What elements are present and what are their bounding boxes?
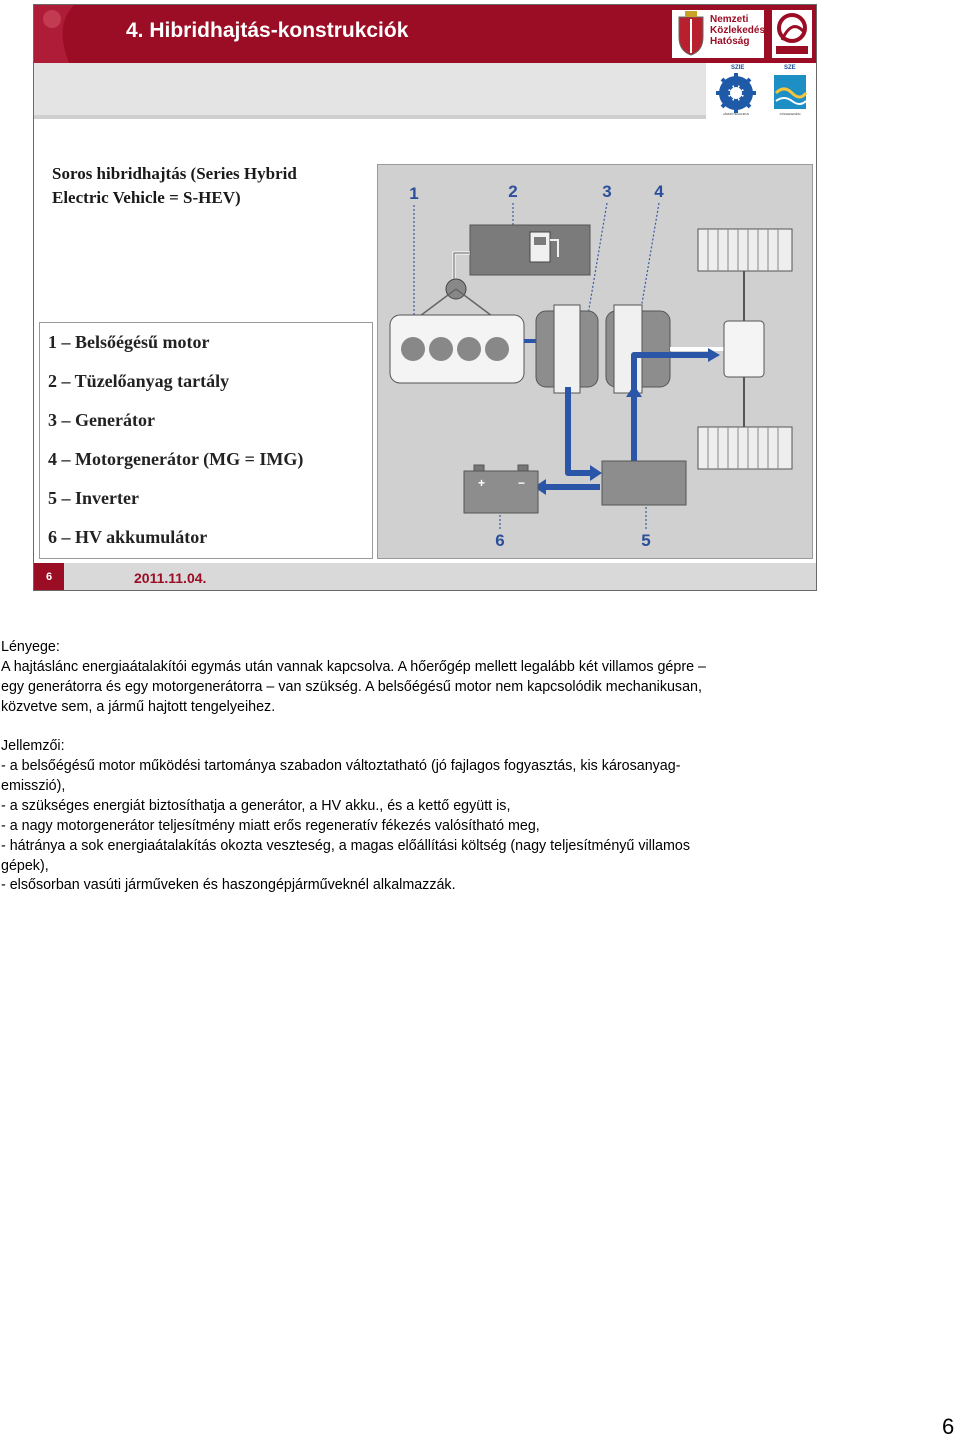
legend-item: 6 – HV akkumulátor (48, 527, 208, 547)
gear-logo-icon (716, 73, 756, 117)
lenyege-label: Lényege: (1, 639, 60, 655)
motor-generator-icon (606, 305, 670, 393)
list-item: gépek), (1, 858, 49, 874)
svg-text:+: + (478, 476, 486, 490)
legend-item: 1 – Belsőégésű motor (48, 332, 210, 352)
wheel-icon (698, 427, 792, 469)
coat-of-arms-icon (674, 11, 708, 57)
slide (33, 4, 817, 591)
legend-item: 3 – Generátor (48, 410, 155, 430)
paragraph-line: A hajtáslánc energiaátalakítói egymás után vannak kapcsolva. A hőerőgép mellett legalább két villamos gépre – (1, 659, 706, 675)
diagram-number-1: 1 (409, 184, 419, 203)
slide-number: 6 (34, 563, 64, 591)
diagram-number-2: 2 (508, 182, 518, 201)
series-hybrid-diagram (377, 164, 813, 559)
diagram-number-6: 6 (495, 531, 505, 550)
list-item: - a szükséges energiát biztosíthatja a generátor, a HV akku., és a kettő együtt is, (1, 798, 511, 814)
fuel-tank-icon (470, 225, 590, 275)
list-item: - elsősorban vasúti járműveken és haszongépjárműveknél alkalmazzák. (1, 877, 456, 893)
university-logos: SZIE JÁRMŰTECHNIKAI SZE KÖZLEKEDÉSI (714, 63, 817, 123)
engine-icon (390, 315, 524, 383)
jellemzoi-label: Jellemzői: (1, 738, 65, 754)
diagram-number-5: 5 (641, 531, 651, 550)
svg-text:KÖZLEKEDÉSI: KÖZLEKEDÉSI (779, 112, 801, 116)
slide-heading: Soros hibridhajtás (Series Hybrid Electric Vehicle = S-HEV) (52, 164, 297, 207)
list-item: - a nagy motorgenerátor teljesítmény miatt erős regeneratív fékezés valósítható meg, (1, 818, 540, 834)
legend-item: 2 – Tüzelőanyag tartály (48, 371, 230, 391)
list-item: - a belsőégésű motor működési tartománya szabadon változtatható (jó fajlagos fogyasztás, kis károsanyag- (1, 758, 681, 774)
slide-footer (34, 563, 817, 591)
list-item: emisszió), (1, 778, 66, 794)
diagram-number-3: 3 (602, 182, 612, 201)
wheel-icon (698, 229, 792, 271)
svg-text:−: − (518, 476, 526, 490)
bme-emblem-icon (772, 10, 812, 58)
legend-item: 5 – Inverter (48, 488, 139, 508)
diagram-number-4: 4 (654, 182, 664, 201)
legend-box (39, 322, 373, 559)
legend-item: 4 – Motorgenerátor (MG = IMG) (48, 449, 304, 469)
paragraph-line: közvetve sem, a jármű hajtott tengelyeihez. (1, 699, 276, 715)
generator-icon (536, 305, 598, 393)
battery-icon (464, 465, 538, 513)
paragraph-line: egy generátorra és egy motorgenerátorra – van szükség. A belsőégésű motor nem kapcsolódik mechanikusan, (1, 679, 702, 695)
page-number: 6 (942, 1414, 955, 1439)
slide-date: 2011.11.04. (134, 570, 207, 586)
slide-header (34, 5, 666, 63)
wave-logo-icon (772, 73, 808, 117)
slide-title: 4. Hibridhajtás-konstrukciók (126, 19, 409, 42)
nkh-logo: Nemzeti Közlekedési Hatóság (666, 5, 817, 63)
header-decoration-icon (34, 5, 94, 63)
list-item: - hátránya a sok energiaátalakítás okozta veszteség, a magas előállítási költség (nagy teljesítményű villamos (1, 838, 690, 854)
svg-text:JÁRMŰTECHNIKAI: JÁRMŰTECHNIKAI (722, 112, 750, 116)
inverter-icon (602, 461, 686, 505)
